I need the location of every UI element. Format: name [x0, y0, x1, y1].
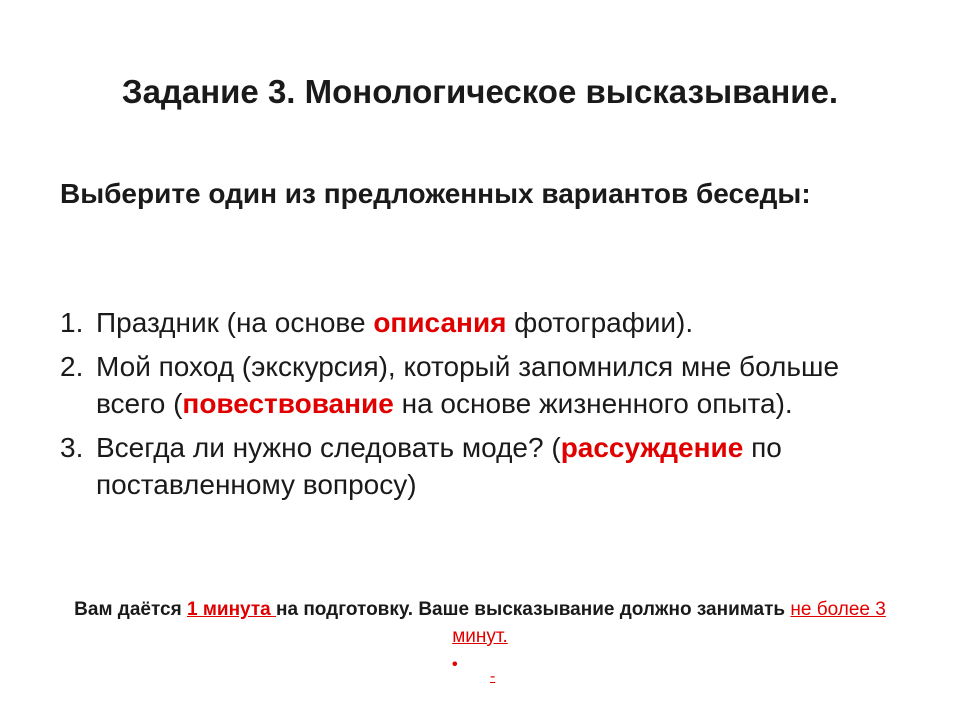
option-item: [60, 348, 910, 422]
dash-link[interactable]: -: [490, 668, 496, 685]
note-part2: на подготовку. Ваше высказывание должно занимать: [276, 599, 791, 620]
option-item: [60, 429, 910, 503]
option-highlight: рассуждение: [560, 432, 744, 463]
option-number: 1.: [60, 307, 84, 338]
option-number: 2.: [60, 351, 84, 382]
preparation-time-link[interactable]: 1 минута: [186, 599, 276, 620]
option-text-after: фотографии).: [506, 307, 694, 338]
option-text-after: на основе жизненного опыта).: [393, 388, 793, 419]
slide-title: Задание 3. Монологическое высказывание.: [121, 73, 839, 110]
option-highlight: повествование: [182, 388, 394, 419]
option-item: [60, 304, 910, 341]
option-text-before: Праздник (на основе: [96, 307, 374, 338]
note-part1: Вам даётся: [74, 599, 187, 620]
option-text-after: по поставленному вопросу): [96, 432, 782, 500]
option-text-before: Мой поход (экскурсия), который запомнился мне больше всего (: [96, 351, 840, 419]
option-text-before: Всегда ли нужно следовать моде? (: [96, 432, 561, 463]
option-number: 3.: [60, 432, 84, 463]
option-highlight: описания: [373, 307, 507, 338]
time-limit-link[interactable]: не более 3 минут.: [452, 599, 886, 647]
intro-text: Выберите один из предложенных вариантов беседы:: [60, 178, 811, 209]
bullet-icon: •: [452, 656, 458, 673]
time-note: [60, 596, 900, 650]
options-list: [60, 304, 910, 510]
